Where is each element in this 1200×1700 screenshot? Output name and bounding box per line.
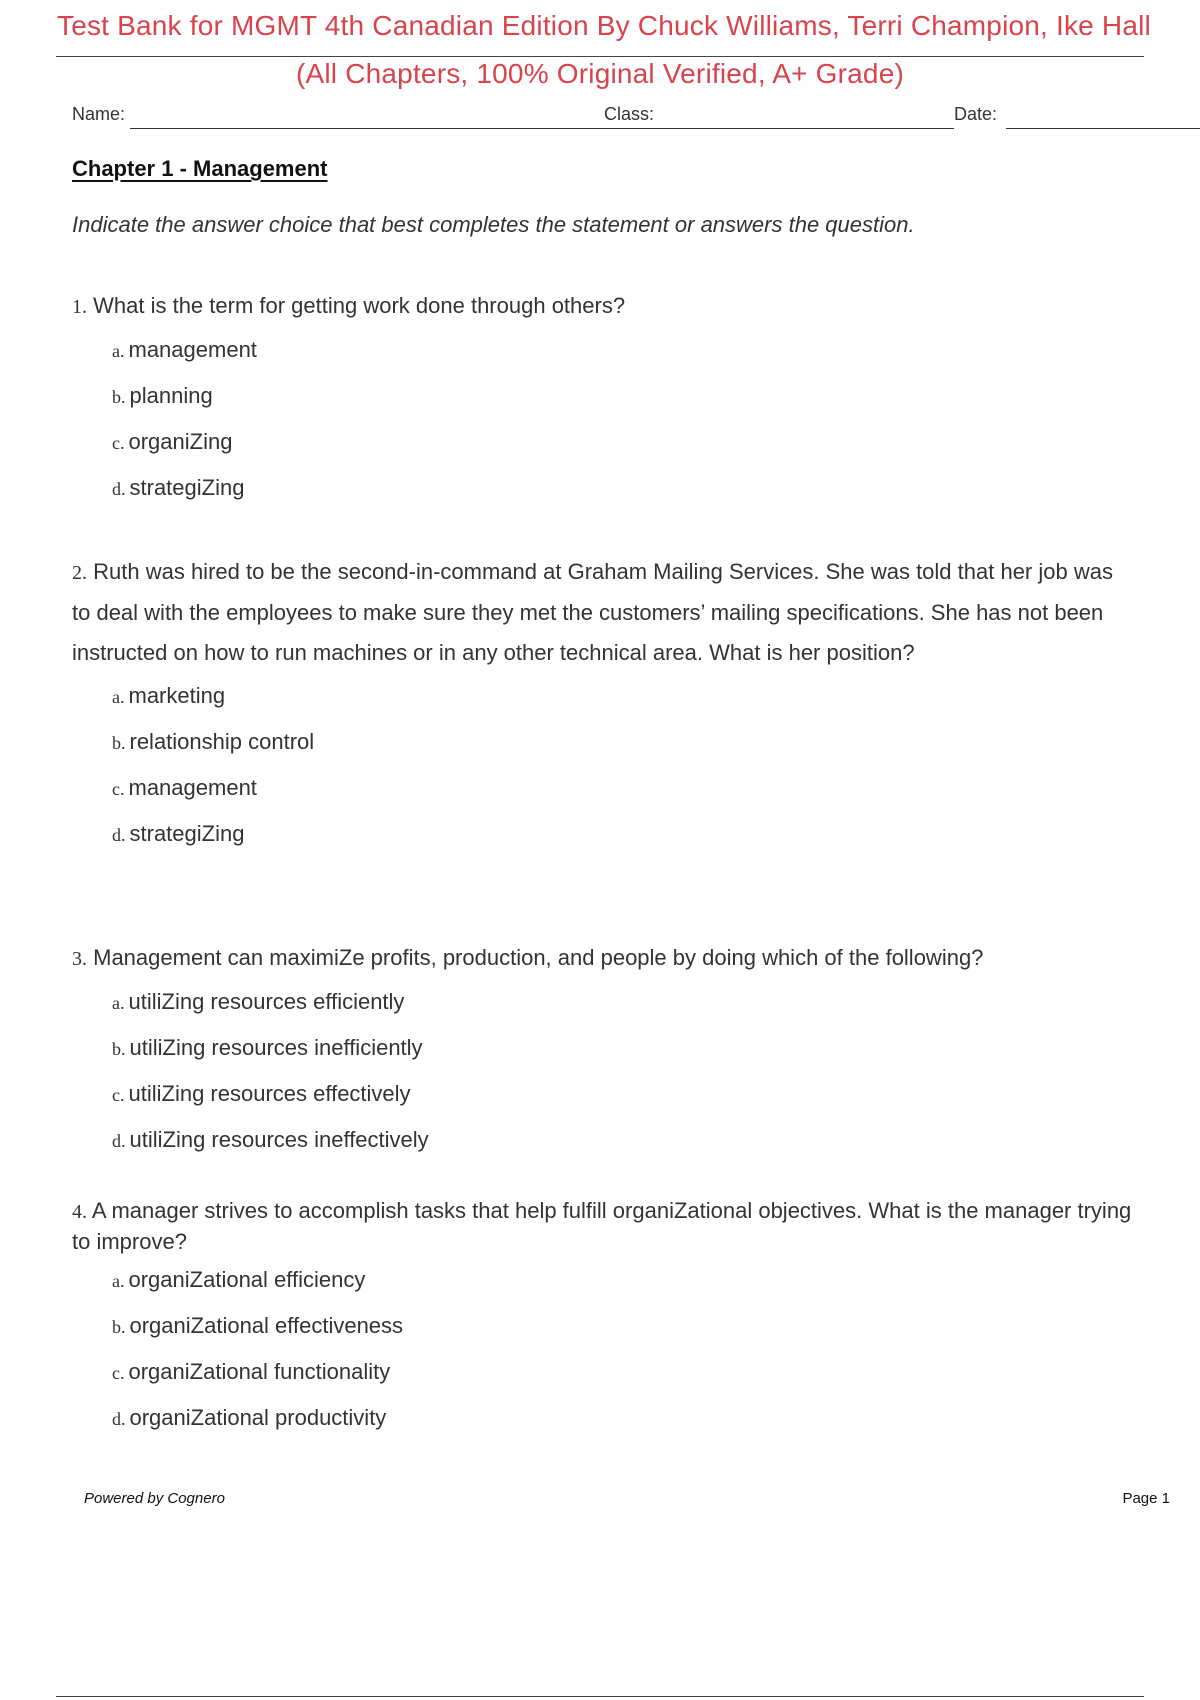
option-letter: d.: [112, 825, 126, 845]
name-label: Name:: [72, 104, 126, 124]
answer-option-b[interactable]: [112, 1303, 1132, 1349]
date-label: Date:: [954, 104, 998, 124]
answer-option-c[interactable]: [112, 1071, 1132, 1117]
question-3: [72, 938, 1132, 1163]
option-letter: c.: [112, 779, 125, 799]
option-letter: d.: [112, 1409, 126, 1429]
option-text: organiZational functionality: [128, 1359, 391, 1384]
document-subtitle: (All Chapters, 100% Original Verified, A+ Grade): [295, 58, 904, 89]
chapter-heading: Chapter 1 - Management: [72, 156, 328, 181]
class-label: Class:: [604, 104, 655, 124]
option-text: organiZational efficiency: [128, 1267, 366, 1292]
option-text: strategiZing: [129, 821, 245, 846]
question-number: 2.: [72, 562, 87, 584]
option-letter: a.: [112, 341, 125, 361]
question-number: 4.: [72, 1201, 87, 1223]
option-letter: a.: [112, 993, 125, 1013]
question-stem: [72, 552, 1132, 673]
question-stem: [72, 938, 1132, 979]
option-text: utiliZing resources inefficiently: [129, 1035, 423, 1060]
option-letter: d.: [112, 479, 126, 499]
answer-options: [112, 327, 1132, 511]
answer-option-d[interactable]: [112, 1395, 1132, 1441]
option-text: organiZational effectiveness: [129, 1313, 404, 1338]
option-letter: c.: [112, 1085, 125, 1105]
answer-option-c[interactable]: [112, 1349, 1132, 1395]
answer-option-b[interactable]: [112, 373, 1132, 419]
answer-option-c[interactable]: [112, 765, 1132, 811]
page-number: Page 1: [1122, 1490, 1170, 1507]
answer-option-c[interactable]: [112, 419, 1132, 465]
option-text: organiZing: [128, 429, 233, 454]
answer-options: [112, 1257, 1132, 1441]
option-text: management: [128, 775, 257, 800]
option-letter: b.: [112, 1317, 126, 1337]
answer-option-a[interactable]: [112, 673, 1132, 719]
question-2: [72, 552, 1132, 857]
question-number: 1.: [72, 296, 87, 318]
option-letter: c.: [112, 1363, 125, 1383]
powered-by-text: Powered by Cognero: [84, 1490, 225, 1507]
option-letter: a.: [112, 687, 125, 707]
option-text: relationship control: [129, 729, 315, 754]
answer-options: [112, 979, 1132, 1163]
date-field[interactable]: [1006, 128, 1200, 129]
question-text: Management can maximiZe profits, production, and people by doing which of the following?: [93, 945, 984, 970]
question-stem: [72, 1196, 1132, 1257]
option-text: utiliZing resources ineffectively: [129, 1127, 429, 1152]
student-info-fields: [72, 100, 1172, 130]
option-letter: b.: [112, 733, 126, 753]
answer-option-d[interactable]: [112, 465, 1132, 511]
bottom-divider: [56, 1696, 1144, 1697]
answer-option-d[interactable]: [112, 1117, 1132, 1163]
name-field[interactable]: [130, 128, 676, 129]
question-1: [72, 286, 1132, 511]
option-letter: a.: [112, 1271, 125, 1291]
question-text: What is the term for getting work done through others?: [93, 293, 626, 318]
option-text: marketing: [128, 683, 226, 708]
answer-option-d[interactable]: [112, 811, 1132, 857]
answer-option-b[interactable]: [112, 719, 1132, 765]
option-letter: c.: [112, 433, 125, 453]
option-text: utiliZing resources effectively: [128, 1081, 411, 1106]
option-text: organiZational productivity: [129, 1405, 387, 1430]
option-text: management: [128, 337, 257, 362]
instructions: Indicate the answer choice that best completes the statement or answers the question.: [72, 212, 915, 237]
answer-options: [112, 673, 1132, 857]
answer-option-a[interactable]: [112, 1257, 1132, 1303]
option-letter: d.: [112, 1131, 126, 1151]
question-4: [72, 1196, 1132, 1441]
document-title: Test Bank for MGMT 4th Canadian Edition By Chuck Williams, Terri Champion, Ike Hall: [57, 10, 1151, 41]
option-letter: b.: [112, 1039, 126, 1059]
title-divider: [56, 56, 1144, 57]
option-text: planning: [129, 383, 213, 408]
option-text: utiliZing resources efficiently: [128, 989, 405, 1014]
option-text: strategiZing: [129, 475, 245, 500]
answer-option-b[interactable]: [112, 1025, 1132, 1071]
question-text: A manager strives to accomplish tasks that help fulfill organiZational objectives. What is the manager trying to improve?: [72, 1198, 1132, 1254]
answer-option-a[interactable]: [112, 327, 1132, 373]
class-field[interactable]: [658, 128, 954, 129]
question-text: Ruth was hired to be the second-in-command at Graham Mailing Services. She was told that her job was to deal with the employees to make sure they met the customers’ mailing specifications. She has not been instructed on how to run machines or in any other technical area. What is her position?: [72, 559, 1113, 665]
answer-option-a[interactable]: [112, 979, 1132, 1025]
question-stem: [72, 286, 1132, 327]
question-number: 3.: [72, 948, 87, 970]
option-letter: b.: [112, 387, 126, 407]
